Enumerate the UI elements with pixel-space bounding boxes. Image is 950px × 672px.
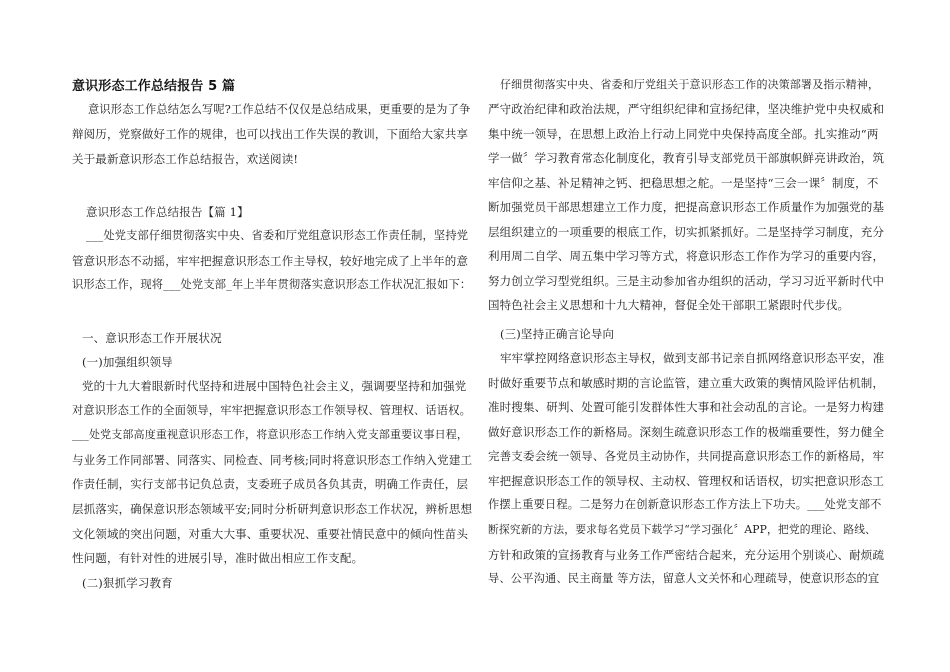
paragraph-line: 作摆上重要日程。二是努力在创新意识形态工作方法上下功夫。___处党支部不 bbox=[488, 498, 882, 511]
paragraph-line: 牢信仰之基、补足精神之钙、把稳思想之舵。一是坚持“三会一课〞制度，不 bbox=[488, 176, 879, 190]
paragraph-line: 严守政治纪律和政治法规，严守组织纪律和宣扬纪律，坚决维护党中央权威和 bbox=[488, 102, 885, 116]
paragraph-line: 仔细贯彻落实中央、省委和厅党组关于意识形态工作的决策部署及指示精神， bbox=[500, 78, 880, 91]
paragraph-line: 利用周二自学、周五集中学习等方式，将意识形态工作作为学习的重要内容， bbox=[488, 249, 885, 263]
section-title: 意识形态工作总结报告【篇 1】 bbox=[86, 205, 249, 219]
paragraph-line: 管意识形态不动摇，牢牢把握意识形态工作主导权，较好地完成了上半年的意 bbox=[72, 254, 469, 268]
paragraph-line: 层组织建立的一项重要的根底工作，切实抓紧抓好。二是坚持学习制度，充分 bbox=[488, 225, 885, 239]
paragraph-line: 党的十九大着眼新时代坚持和进展中国特色社会主义，强调要坚持和加强党 bbox=[82, 379, 467, 393]
paragraph-line: 层抓落实，确保意识形态领域平安;同时分析研判意识形态工作状况，辨析思想 bbox=[72, 502, 473, 516]
paragraph-line: 完善支委会统一领导、各党员主动协作，共同提高意识形态工作的新格局，牢 bbox=[488, 449, 885, 463]
paragraph-line: 学一做〞学习教育常态化制度化，教育引导支部党员干部旗帜鲜亮讲政治，筑 bbox=[488, 151, 885, 165]
paragraph-line: 性问题，有针对性的进展引导，准时做出相应工作支配。 bbox=[72, 551, 364, 565]
paragraph-line: 准时搜集、研判、处置可能引发群体性大事和社会动乱的言论。一是努力构建 bbox=[488, 400, 885, 414]
paragraph-line: 牢牢掌控网络意识形态主导权，做到支部书记亲自抓网络意识形态平安，准 bbox=[500, 351, 885, 365]
paragraph-line: 对意识形态工作的全面领导，牢牢把握意识形态工作领导权、管理权、话语权。 bbox=[72, 404, 472, 417]
intro-line: 意识形态工作总结怎么写呢?工作总结不仅仅是总结成果，更重要的是为了争 bbox=[88, 103, 471, 116]
section-heading: 一、意识形态工作开展状况 bbox=[82, 331, 222, 345]
paragraph-line: 文化领域的突出问题，对重大大事、重要状况、重要社情民意中的倾向性苗头 bbox=[72, 527, 469, 541]
paragraph-line: 集中统一领导，在思想上政治上行动上同党中央保持高度全部。扎实推动“两 bbox=[488, 127, 879, 141]
paragraph-line: 导、公平沟通、民主商量 等方法，留意人文关怀和心理疏导，使意识形态的宜 bbox=[488, 572, 880, 585]
subsection-heading: (一)加强组织领导 bbox=[82, 355, 173, 369]
subsection-heading: (二)狠抓学习教育 bbox=[82, 576, 173, 590]
paragraph-line: 断探究新的方法，要求每名党员下载学习“学习强化〞APP，把党的理论、路线、 bbox=[488, 523, 877, 536]
paragraph-line: 国特色社会主义思想和十九大精神，督促全处干部职工紧跟时代步伐。 bbox=[488, 298, 850, 312]
paragraph-line: 方针和政策的宣扬教育与业务工作严密结合起来，充分运用个别谈心、耐烦疏 bbox=[488, 548, 885, 562]
paragraph-line: 时做好重要节点和敏感时期的言论监管，建立重大政策的舆情风险评估机制， bbox=[488, 376, 885, 390]
paragraph-line: ___处党支部仔细贯彻落实中央、省委和厅党组意识形态工作责任制，坚持党 bbox=[86, 229, 469, 242]
intro-line: 辩阅历，党察做好工作的规律，也可以找出工作失误的教训，下面给大家共享 bbox=[72, 127, 469, 141]
document-title: 意识形态工作总结报告 5 篇 bbox=[72, 79, 236, 94]
paragraph-line: 作责任制，实行支部书记负总责，支委班子成员各负其责，明确工作责任，层 bbox=[72, 477, 469, 491]
paragraph-line: ___处党支部高度重视意识形态工作，将意识形态工作纳入党支部重要议事日程， bbox=[72, 428, 469, 441]
intro-line: 关于最新意识形态工作总结报告，欢送阅读! bbox=[72, 152, 299, 166]
paragraph-line: 牢把握意识形态工作的领导权、主动权、管理权和话语权，切实把意识形态工 bbox=[488, 474, 885, 488]
subsection-heading: (三)坚持正确言论导向 bbox=[500, 327, 615, 341]
paragraph-line: 做好意识形态工作的新格局。深刻生疏意识形态工作的极端重要性，努力健全 bbox=[488, 425, 885, 439]
paragraph-line: 识形态工作，现将___处党支部_年上半年贯彻落实意识形态工作状况汇报如下： bbox=[72, 278, 472, 291]
paragraph-line: 努力创立学习型党组织。三是主动参加省办组织的活动，学习习近平新时代中 bbox=[488, 274, 885, 288]
paragraph-line: 与业务工作同部署、同落实、同检查、同考核;同时将意识形态工作纳入党建工 bbox=[72, 453, 473, 467]
paragraph-line: 断加强党员干部思想建立工作力度，把提高意识形态工作质量作为加强党的基 bbox=[488, 200, 885, 214]
